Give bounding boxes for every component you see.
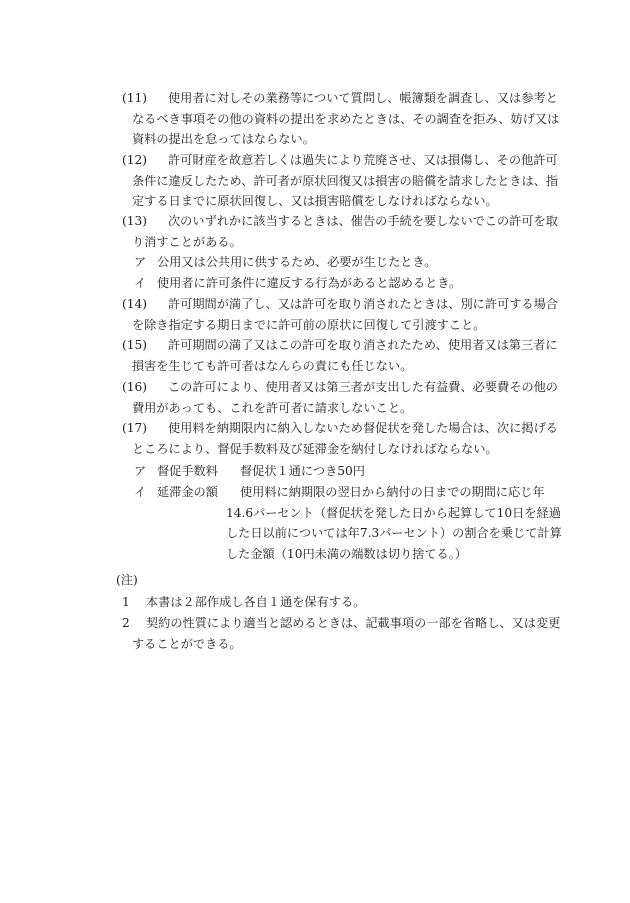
note-2: [122, 613, 569, 654]
clause-13-sub-i: [134, 273, 461, 294]
fee-text-a: 督促状１通につき50円: [240, 464, 365, 478]
note-number: 2: [122, 616, 130, 630]
clause-number: (13): [122, 214, 148, 228]
sub-text: 公用又は公共用に供するため、必要が生じたとき。: [157, 255, 437, 269]
note-number: 1: [122, 595, 130, 609]
clause-text: 許可財産を故意若しくは過失により荒廃させ、又は損傷し、その他許可条件に違反したため、許可者が原状回復又は損害の賠償を請求したときは、指定する日までに原状回復し、又は損害賠償をしなければならない。: [132, 153, 559, 208]
clause-text: 次のいずれかに該当するときは、催告の手続を要しないでこの許可を取り消すことがある。: [132, 214, 558, 249]
clause-text: 許可期間の満了又はこの許可を取り消されたため、使用者又は第三者に損害を生じても許可者はなんらの責にも任じない。: [132, 338, 558, 373]
fee-label-a: 督促手数料: [157, 464, 218, 478]
sub-marker: ア: [134, 255, 147, 269]
clause-11: [122, 88, 569, 150]
clause-number: (17): [122, 421, 148, 435]
clause-15: [122, 335, 569, 376]
clause-text: 使用者に対しその業務等について質問し、帳簿類を調査し、又は参考となるべき事項その他の資料の提出を求めたときは、その調査を拒み、妨げ又は資料の提出を怠ってはならない。: [132, 91, 560, 146]
clause-text: 使用料を納期限内に納入しないため督促状を発した場合は、次に掲げるところにより、督促手数料及び延滞金を納付しなければならない。: [132, 421, 558, 456]
sub-marker: イ: [134, 276, 147, 290]
clause-number: (16): [122, 380, 148, 394]
clause-number: (14): [122, 297, 148, 311]
clause-text: この許可により、使用者又は第三者が支出した有益費、必要費その他の費用があっても、これを許可者に請求しないこと。: [132, 380, 558, 415]
note-text: 本書は２部作成し各自１通を保有する。: [146, 595, 366, 609]
clause-number: (15): [122, 338, 148, 352]
clause-13: [122, 211, 569, 252]
clause-16: [122, 377, 569, 418]
clause-number: (11): [122, 91, 148, 105]
note-text: 契約の性質により適当と認めるときは、記載事項の一部を省略し、又は変更することができる。: [132, 616, 561, 651]
fee-marker-i: イ: [134, 485, 147, 499]
clause-14: [122, 294, 569, 335]
notes-heading: (注): [116, 573, 138, 587]
sub-text: 使用者に許可条件に違反する行為があると認めるとき。: [157, 276, 462, 290]
fee-marker-a: ア: [134, 464, 147, 478]
clause-13-sub-a: [134, 252, 436, 273]
clause-12: [122, 150, 569, 212]
clause-17: [122, 418, 569, 459]
clause-number: (12): [122, 153, 148, 167]
fee-label-i: 延滞金の額: [157, 485, 218, 499]
fee-text-i: 使用料に納期限の翌日から納付の日までの期間に応じ年14.6パーセント（督促状を発した日から起算して10日を経過した日以前については年7.3パーセント）の割合を乗じて計算した金額（10円未満の端数は切り捨てる。）: [226, 485, 562, 561]
clause-text: 許可期間が満了し、又は許可を取り消されたときは、別に許可する場合を除き指定する期日までに許可前の原状に回復して引渡すこと。: [132, 297, 558, 332]
